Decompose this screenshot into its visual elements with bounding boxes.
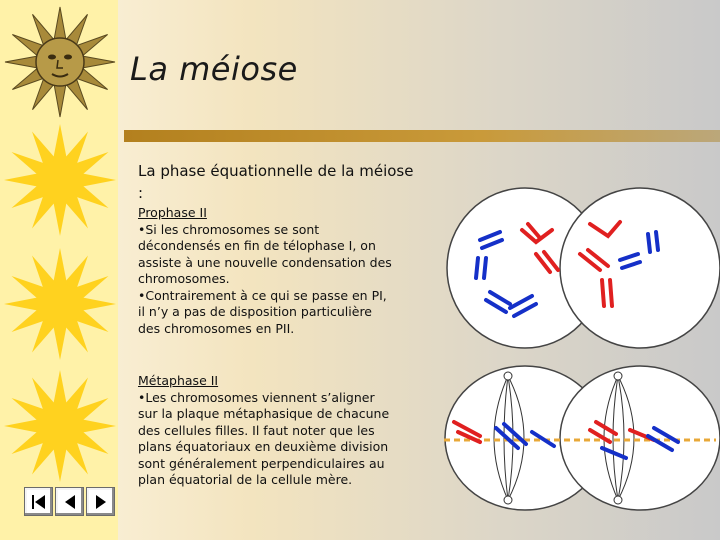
cell-right xyxy=(560,366,720,510)
text-line: assiste à une nouvelle condensation des xyxy=(138,254,392,270)
text-line: plan équatorial de la cellule mère. xyxy=(138,472,353,487)
sun-icon xyxy=(2,122,118,238)
text-line: •Si les chromosomes se sont xyxy=(138,221,320,237)
sun-icon xyxy=(2,368,118,484)
previous-slide-button[interactable] xyxy=(55,487,84,516)
prophase-ii-diagram xyxy=(440,180,720,360)
next-slide-button[interactable] xyxy=(86,487,115,516)
prophase-text xyxy=(138,205,400,337)
text-line: des cellules filles. Il faut noter que les xyxy=(138,422,375,438)
section-subtitle: La phase équationnelle de la méiose : xyxy=(138,162,414,202)
centrosome xyxy=(614,496,622,504)
text-line: des chromosomes en PII. xyxy=(138,320,295,336)
cell-right xyxy=(560,188,720,348)
sun-face-icon xyxy=(2,2,118,118)
first-slide-button[interactable] xyxy=(24,487,53,516)
prophase-header: Prophase II xyxy=(138,205,207,220)
first-slide-icon xyxy=(30,493,48,511)
text-line: il n’y a pas de disposition particulière xyxy=(138,304,372,319)
metaphase-text xyxy=(138,373,400,489)
centrosome xyxy=(614,372,622,380)
slide-navigation xyxy=(24,487,115,516)
text-line: •Contrairement à ce qui se passe en PI, xyxy=(138,287,387,303)
text-line: décondensés en fin de télophase I, on xyxy=(138,238,376,253)
metaphase-ii-diagram xyxy=(440,362,720,512)
sun-icon xyxy=(2,246,118,362)
centrosome xyxy=(504,372,512,380)
text-line: sur la plaque métaphasique de chacune xyxy=(138,406,390,421)
text-line: plans équatoriaux en deuxième division xyxy=(138,439,389,454)
next-slide-icon xyxy=(92,493,110,511)
text-line: •Les chromosomes viennent s’aligner xyxy=(138,389,375,405)
text-line: sont généralement perpendiculaires au xyxy=(138,455,385,471)
title-divider xyxy=(124,130,720,142)
metaphase-header: Métaphase II xyxy=(138,373,219,388)
slide-title: La méiose xyxy=(130,50,298,88)
previous-slide-icon xyxy=(61,493,79,511)
text-line: chromosomes. xyxy=(138,271,230,286)
centrosome xyxy=(504,496,512,504)
